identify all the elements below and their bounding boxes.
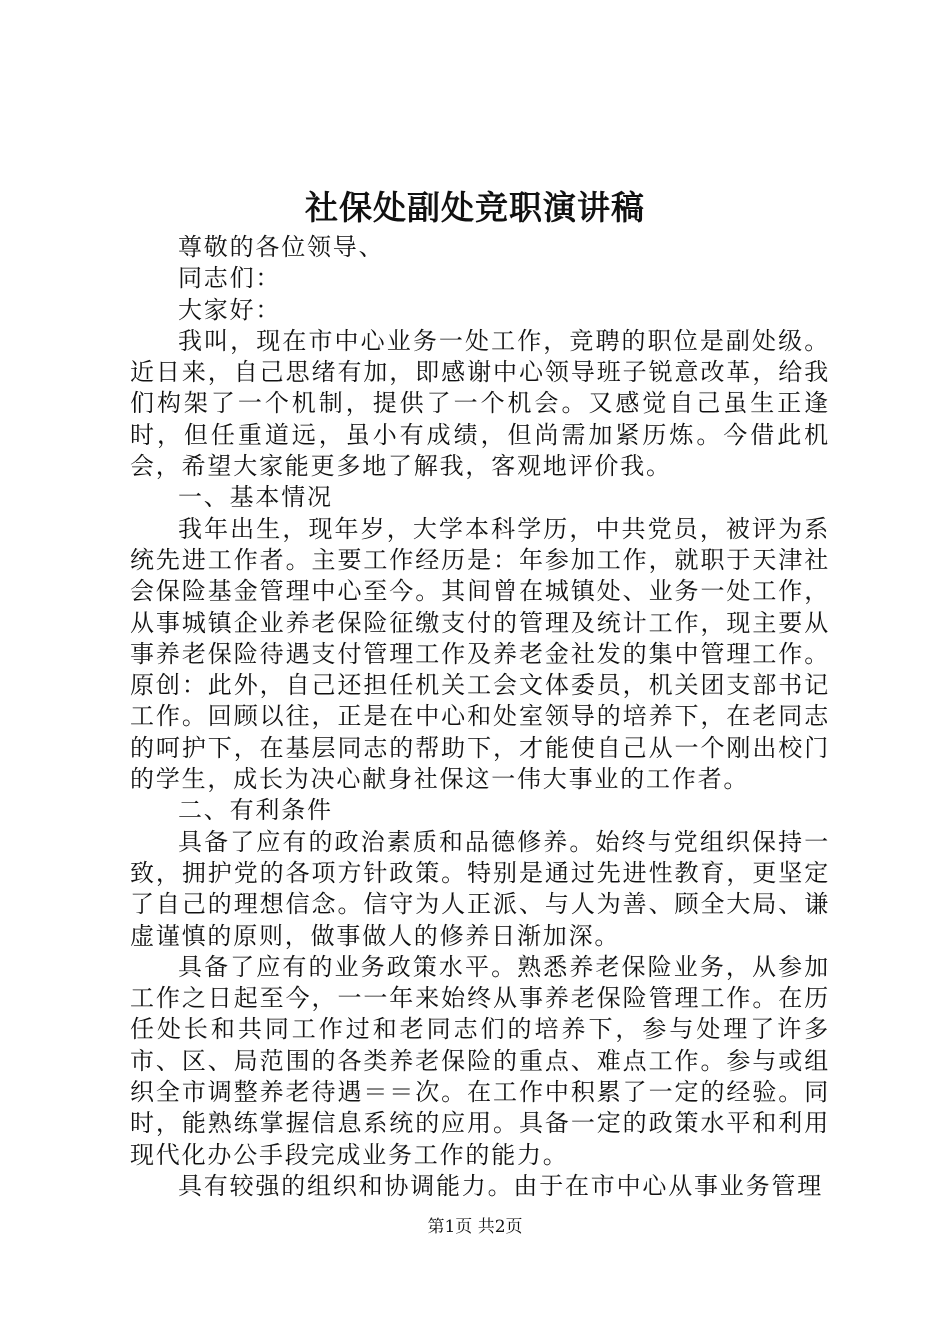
document-body: [130, 232, 830, 1202]
section-heading: 二、有利条件: [178, 796, 333, 825]
paragraph-condition: 具备了应有的政治素质和品德修养。始终与党组织保持一致，拥护党的各项方针政策。特别是通过先进性教育，更坚定了自己的理想信念。信守为人正派、与人为善、顾全大局、谦虚谨慎的原则，做事做人的修养日渐加深。: [130, 827, 830, 950]
paragraph-condition: 具备了应有的业务政策水平。熟悉养老保险业务，从参加工作之日起至今，一一年来始终从事养老保险管理工作。在历任处长和共同工作过和老同志们的培养下，参与处理了许多市、区、局范围的各类养老保险的重点、难点工作。参与或组织全市调整养老待遇＝＝次。在工作中积累了一定的经验。同时，能熟练掌握信息系统的应用。具备一定的政策水平和利用现代化办公手段完成业务工作的能力。: [130, 952, 830, 1169]
paragraph-condition: 具有较强的组织和协调能力。由于在市中心从事业务管理: [178, 1171, 823, 1200]
document-title: 社保处副处竞职演讲稿: [305, 188, 645, 227]
paragraph-salutation: 同志们：: [178, 264, 282, 293]
paragraph-salutation: 尊敬的各位领导、: [178, 233, 385, 261]
section-heading: 一、基本情况: [178, 483, 333, 512]
page-footer: 第1页 共2页: [427, 1217, 523, 1237]
paragraph-basic-info: 我年出生，现年岁，大学本科学历，中共党员，被评为系统先进工作者。主要工作经历是：年参加工作，就职于天津社会保险基金管理中心至今。其间曾在城镇处、业务一处工作，从事城镇企业养老保险征缴支付的管理及统计工作，现主要从事养老保险待遇支付管理工作及养老金社发的集中管理工作。原创：此外，自己还担任机关工会文体委员，机关团支部书记工作。回顾以往，正是在中心和处室领导的培养下，在老同志的呵护下，在基层同志的帮助下，才能使自己从一个刚出校门的学生，成长为决心献身社保这一伟大事业的工作者。: [130, 514, 830, 794]
paragraph-greeting: 大家好：: [178, 295, 282, 324]
paragraph-intro: 我叫，现在市中心业务一处工作，竞聘的职位是副处级。近日来，自己思绪有加，即感谢中心领导班子锐意改革，给我们构架了一个机制，提供了一个机会。又感觉自己虽生正逢时，但任重道远，虽小有成绩，但尚需加紧历炼。今借此机会，希望大家能更多地了解我，客观地评价我。: [130, 326, 830, 481]
